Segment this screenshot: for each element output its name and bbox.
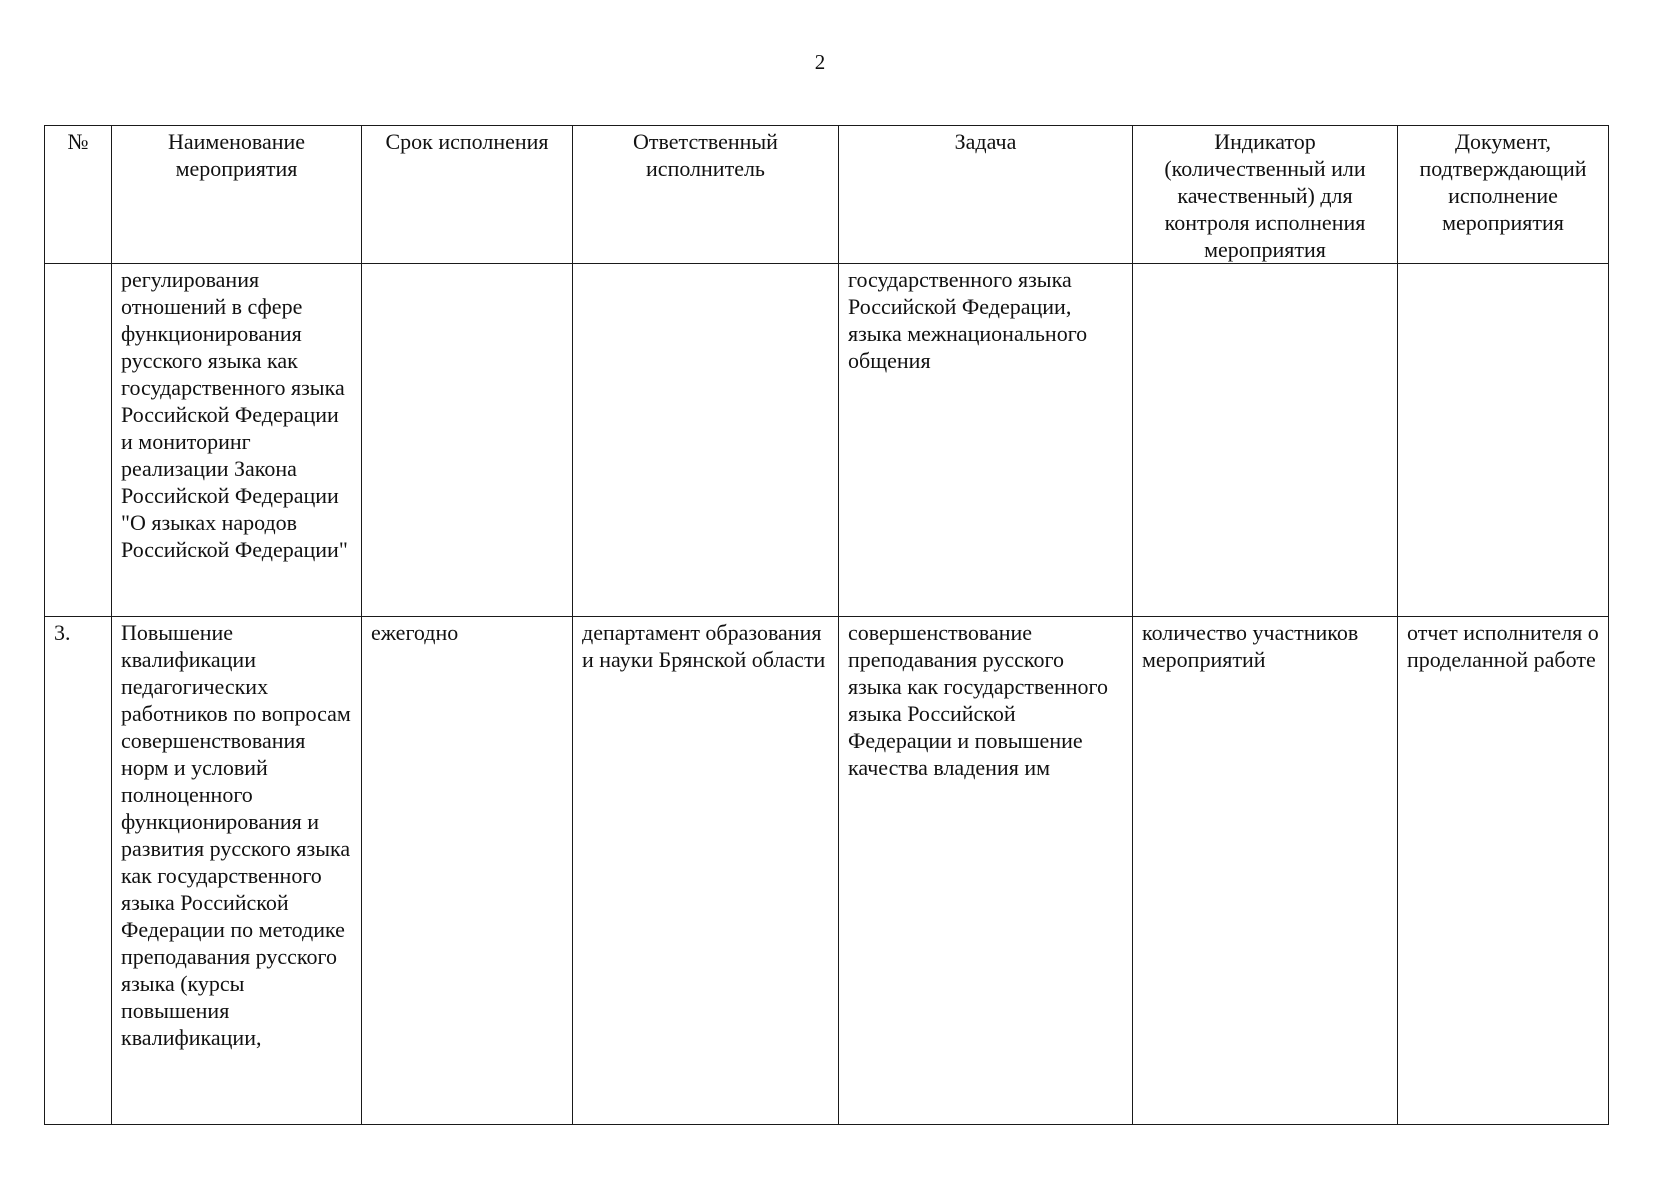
cell-executor: департамент образования и науки Брянской области	[573, 617, 839, 1125]
header-number: №	[45, 126, 112, 264]
header-document: Документ, подтверждающий исполнение мероприятия	[1398, 126, 1609, 264]
cell-deadline: ежегодно	[362, 617, 573, 1125]
header-task: Задача	[839, 126, 1133, 264]
header-event-name: Наименование мероприятия	[112, 126, 362, 264]
cell-document	[1398, 264, 1609, 617]
cell-executor	[573, 264, 839, 617]
page-number: 2	[814, 50, 826, 74]
cell-number	[45, 264, 112, 617]
cell-number: 3.	[45, 617, 112, 1125]
table-header-row	[45, 126, 1609, 264]
table-row	[45, 617, 1609, 1125]
cell-indicator	[1133, 264, 1398, 617]
header-executor: Ответственный исполнитель	[573, 126, 839, 264]
cell-event-name: регулирования отношений в сфере функционирования русского языка как государственного языка Российской Федерации и мониторинг реализации Закона Российской Федерации "О языках народов Российской Федерации"	[112, 264, 362, 617]
header-deadline: Срок исполнения	[362, 126, 573, 264]
cell-deadline	[362, 264, 573, 617]
header-indicator: Индикатор (количественный или качественный) для контроля исполнения мероприятия	[1133, 126, 1398, 264]
cell-task: государственного языка Российской Федерации, языка межнационального общения	[839, 264, 1133, 617]
cell-task: совершенствование преподавания русского языка как государственного языка Российской Федерации и повышение качества владения им	[839, 617, 1133, 1125]
cell-document: отчет исполнителя о проделанной работе	[1398, 617, 1609, 1125]
table-row	[45, 264, 1609, 617]
cell-event-name: Повышение квалификации педагогических работников по вопросам совершенствования норм и условий полноценного функционирования и развития русского языка как государственного языка Российской Федерации по методике преподавания русского языка (курсы повышения квалификации,	[112, 617, 362, 1125]
events-table	[44, 125, 1609, 1125]
cell-indicator: количество участников мероприятий	[1133, 617, 1398, 1125]
